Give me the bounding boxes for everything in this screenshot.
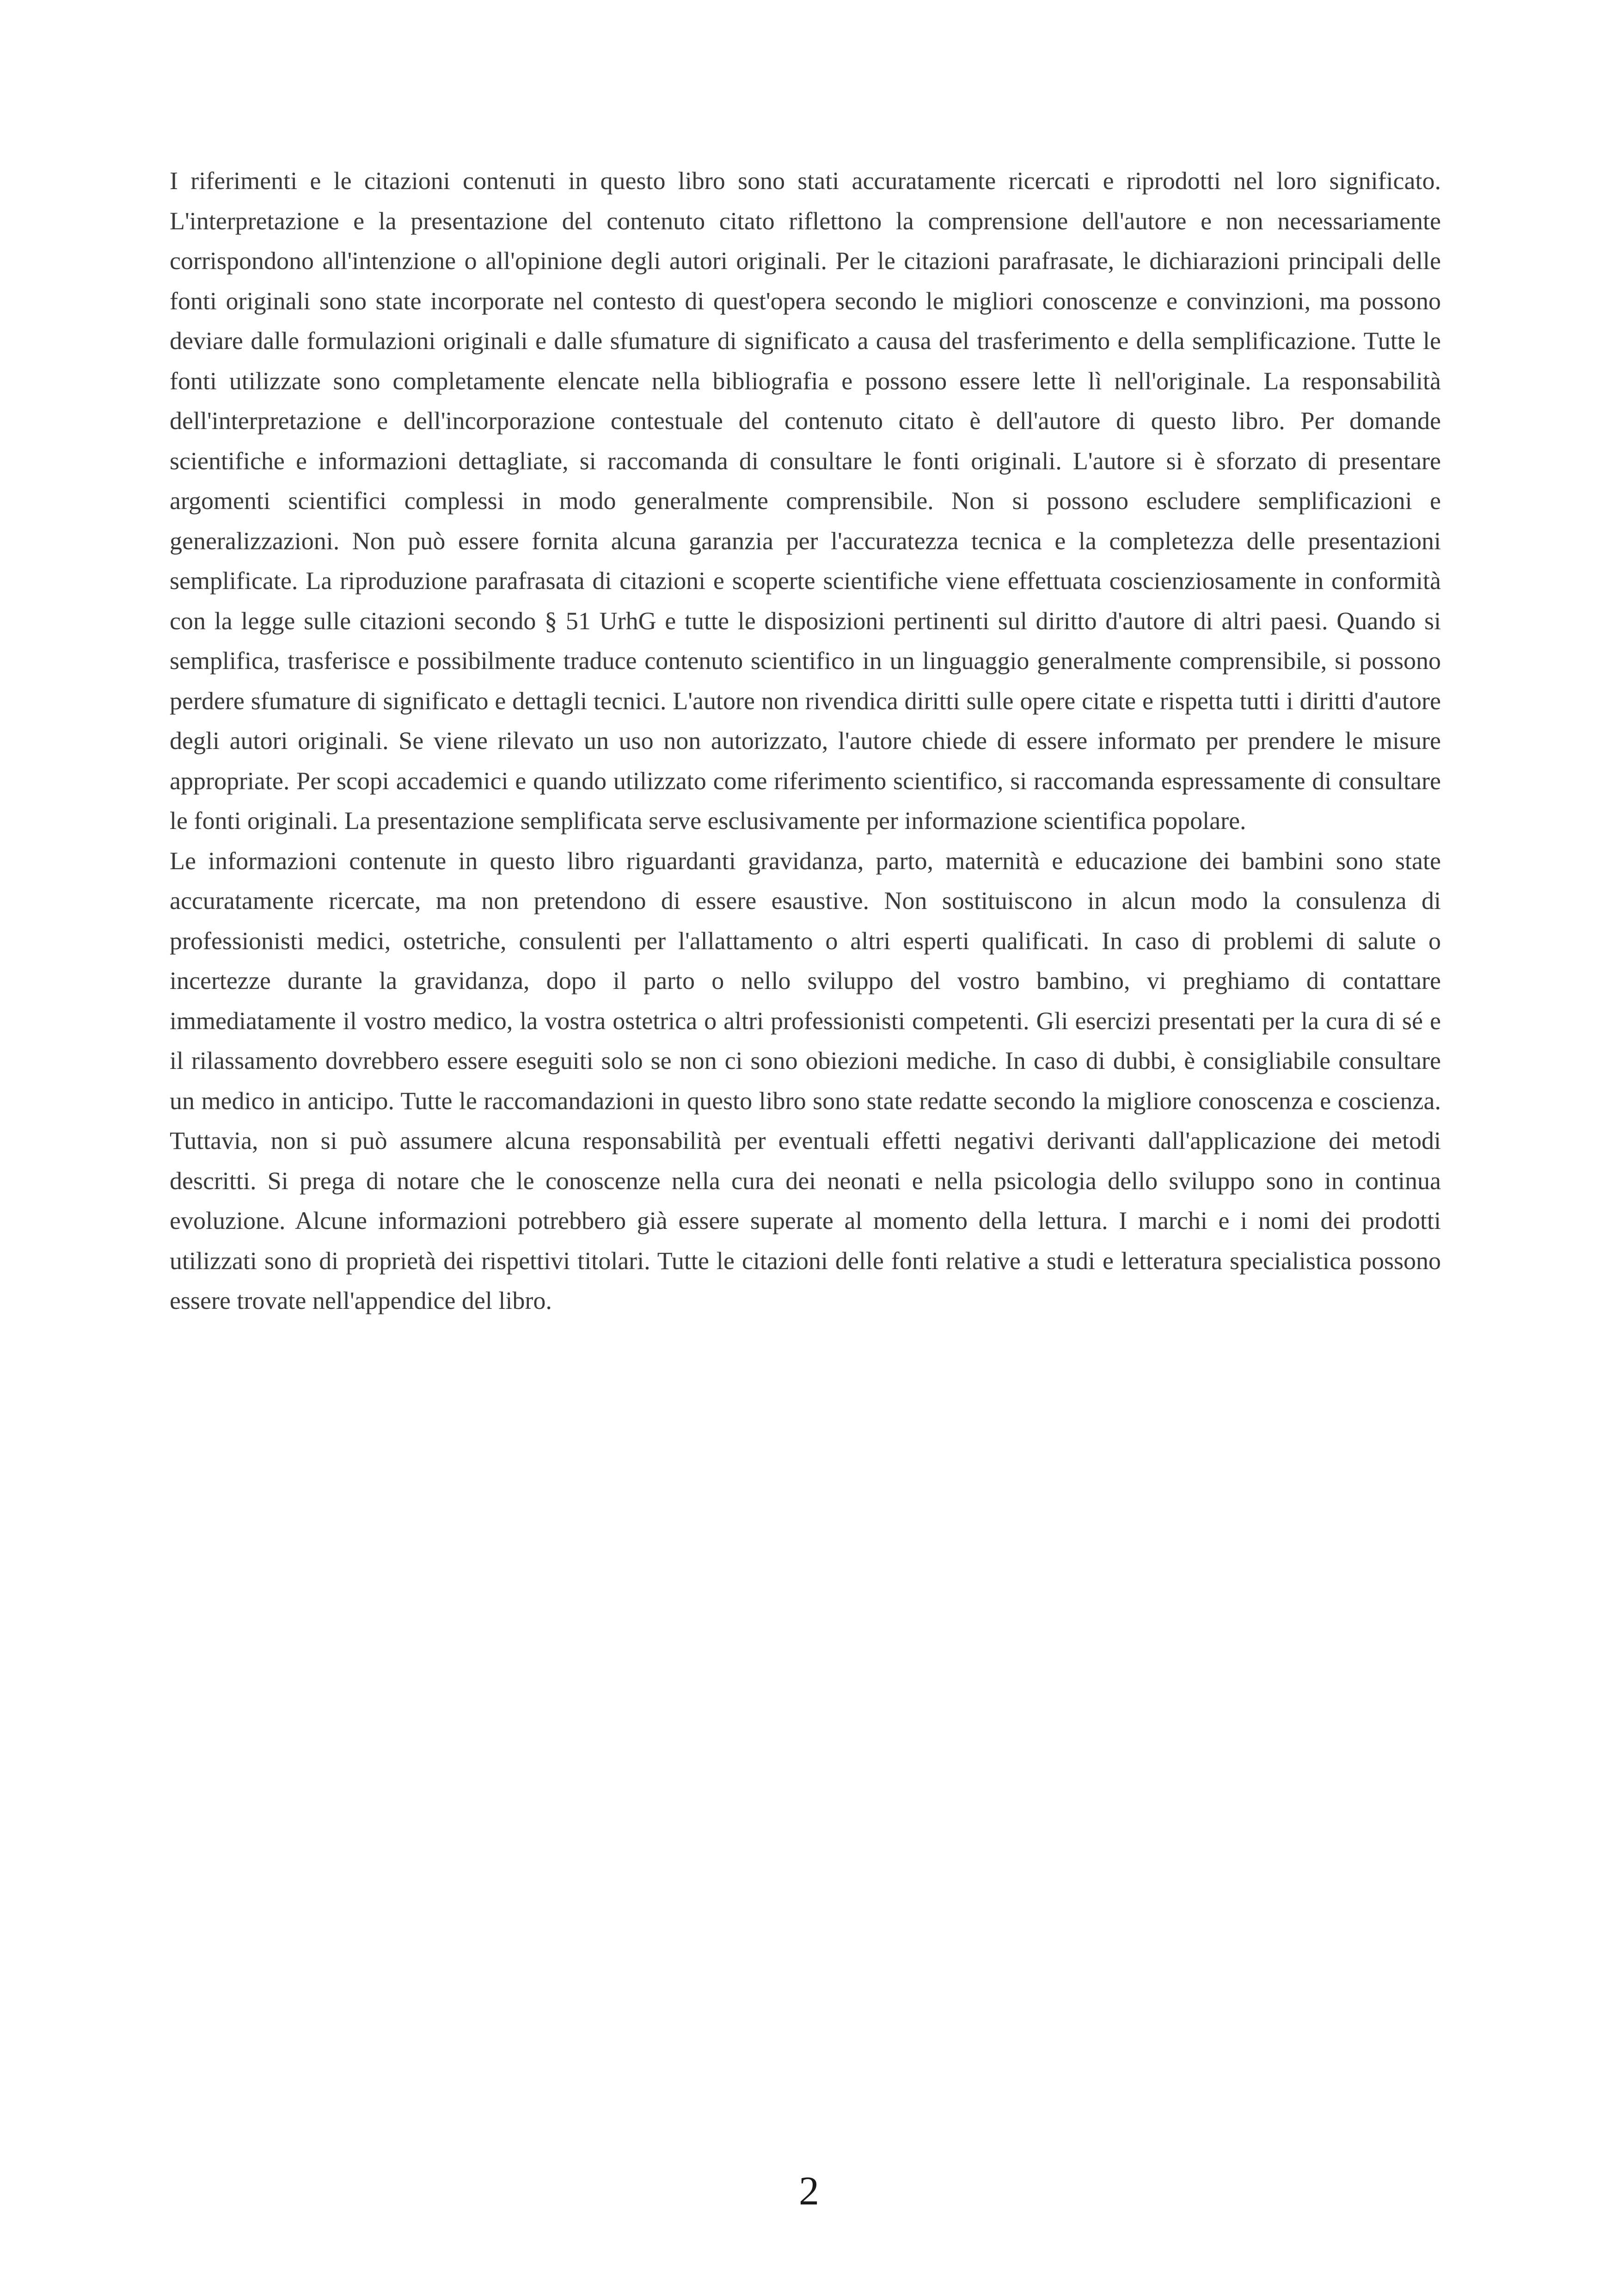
disclaimer-paragraph-medical: Le informazioni contenute in questo libro riguardanti gravidanza, parto, maternità e educazione dei bambini sono state accuratamente ricercate, ma non pretendono di essere esaustive. Non sostituiscono in alcun modo la consulenza di professionisti medici, ostetriche, consulenti per l'allattamento o altri esperti qualificati. In caso di problemi di salute o incertezze durante la gravidanza, dopo il parto o nello sviluppo del vostro bambino, vi preghiamo di contattare immediatamente il vostro medico, la vostra ostetrica o altri professionisti competenti. Gli esercizi presentati per la cura di sé e il rilassamento dovrebbero essere eseguiti solo se non ci sono obiezioni mediche. In caso di dubbi, è consigliabile consultare un medico in anticipo. Tutte le raccomandazioni in questo libro sono state redatte secondo la migliore conoscenza e coscienza. Tuttavia, non si può assumere alcuna responsabilità per eventuali effetti negativi derivanti dall'applicazione dei metodi descritti. Si prega di notare che le conoscenze nella cura dei neonati e nella psicologia dello sviluppo sono in continua evoluzione. Alcune informazioni potrebbero già essere superate al momento della lettura. I marchi e i nomi dei prodotti utilizzati sono di proprietà dei rispettivi titolari. Tutte le citazioni delle fonti relative a studi e letteratura specialistica possono essere trovate nell'appendice del libro. bbox=[170, 847, 1441, 1314]
disclaimer-paragraph-citations: I riferimenti e le citazioni contenuti in questo libro sono stati accuratamente ricercati e riprodotti nel loro significato. L'interpretazione e la presentazione del contenuto citato riflettono la comprensione dell'autore e non necessariamente corrispondono all'intenzione o all'opinione degli autori originali. Per le citazioni parafrasate, le dichiarazioni principali delle fonti originali sono state incorporate nel contesto di quest'opera secondo le migliori conoscenze e convinzioni, ma possono deviare dalle formulazioni originali e dalle sfumature di significato a causa del trasferimento e della semplificazione. Tutte le fonti utilizzate sono completamente elencate nella bibliografia e possono essere lette lì nell'originale. La responsabilità dell'interpretazione e dell'incorporazione contestuale del contenuto citato è dell'autore di questo libro. Per domande scientifiche e informazioni dettagliate, si raccomanda di consultare le fonti originali. L'autore si è sforzato di presentare argomenti scientifici complessi in modo generalmente comprensibile. Non si possono escludere semplificazioni e generalizzazioni. Non può essere fornita alcuna garanzia per l'accuratezza tecnica e la completezza delle presentazioni semplificate. La riproduzione parafrasata di citazioni e scoperte scientifiche viene effettuata coscienziosamente in conformità con la legge sulle citazioni secondo § 51 UrhG e tutte le disposizioni pertinenti sul diritto d'autore di altri paesi. Quando si semplifica, trasferisce e possibilmente traduce contenuto scientifico in un linguaggio generalmente comprensibile, si possono perdere sfumature di significato e dettagli tecnici. L'autore non rivendica diritti sulle opere citate e rispetta tutti i diritti d'autore degli autori originali. Se viene rilevato un uso non autorizzato, l'autore chiede di essere informato per prendere le misure appropriate. Per scopi accademici e quando utilizzato come riferimento scientifico, si raccomanda espressamente di consultare le fonti originali. La presentazione semplificata serve esclusivamente per informazione scientifica popolare. bbox=[170, 167, 1441, 835]
page-number: 2 bbox=[799, 2169, 819, 2214]
body-text bbox=[170, 161, 1441, 1321]
